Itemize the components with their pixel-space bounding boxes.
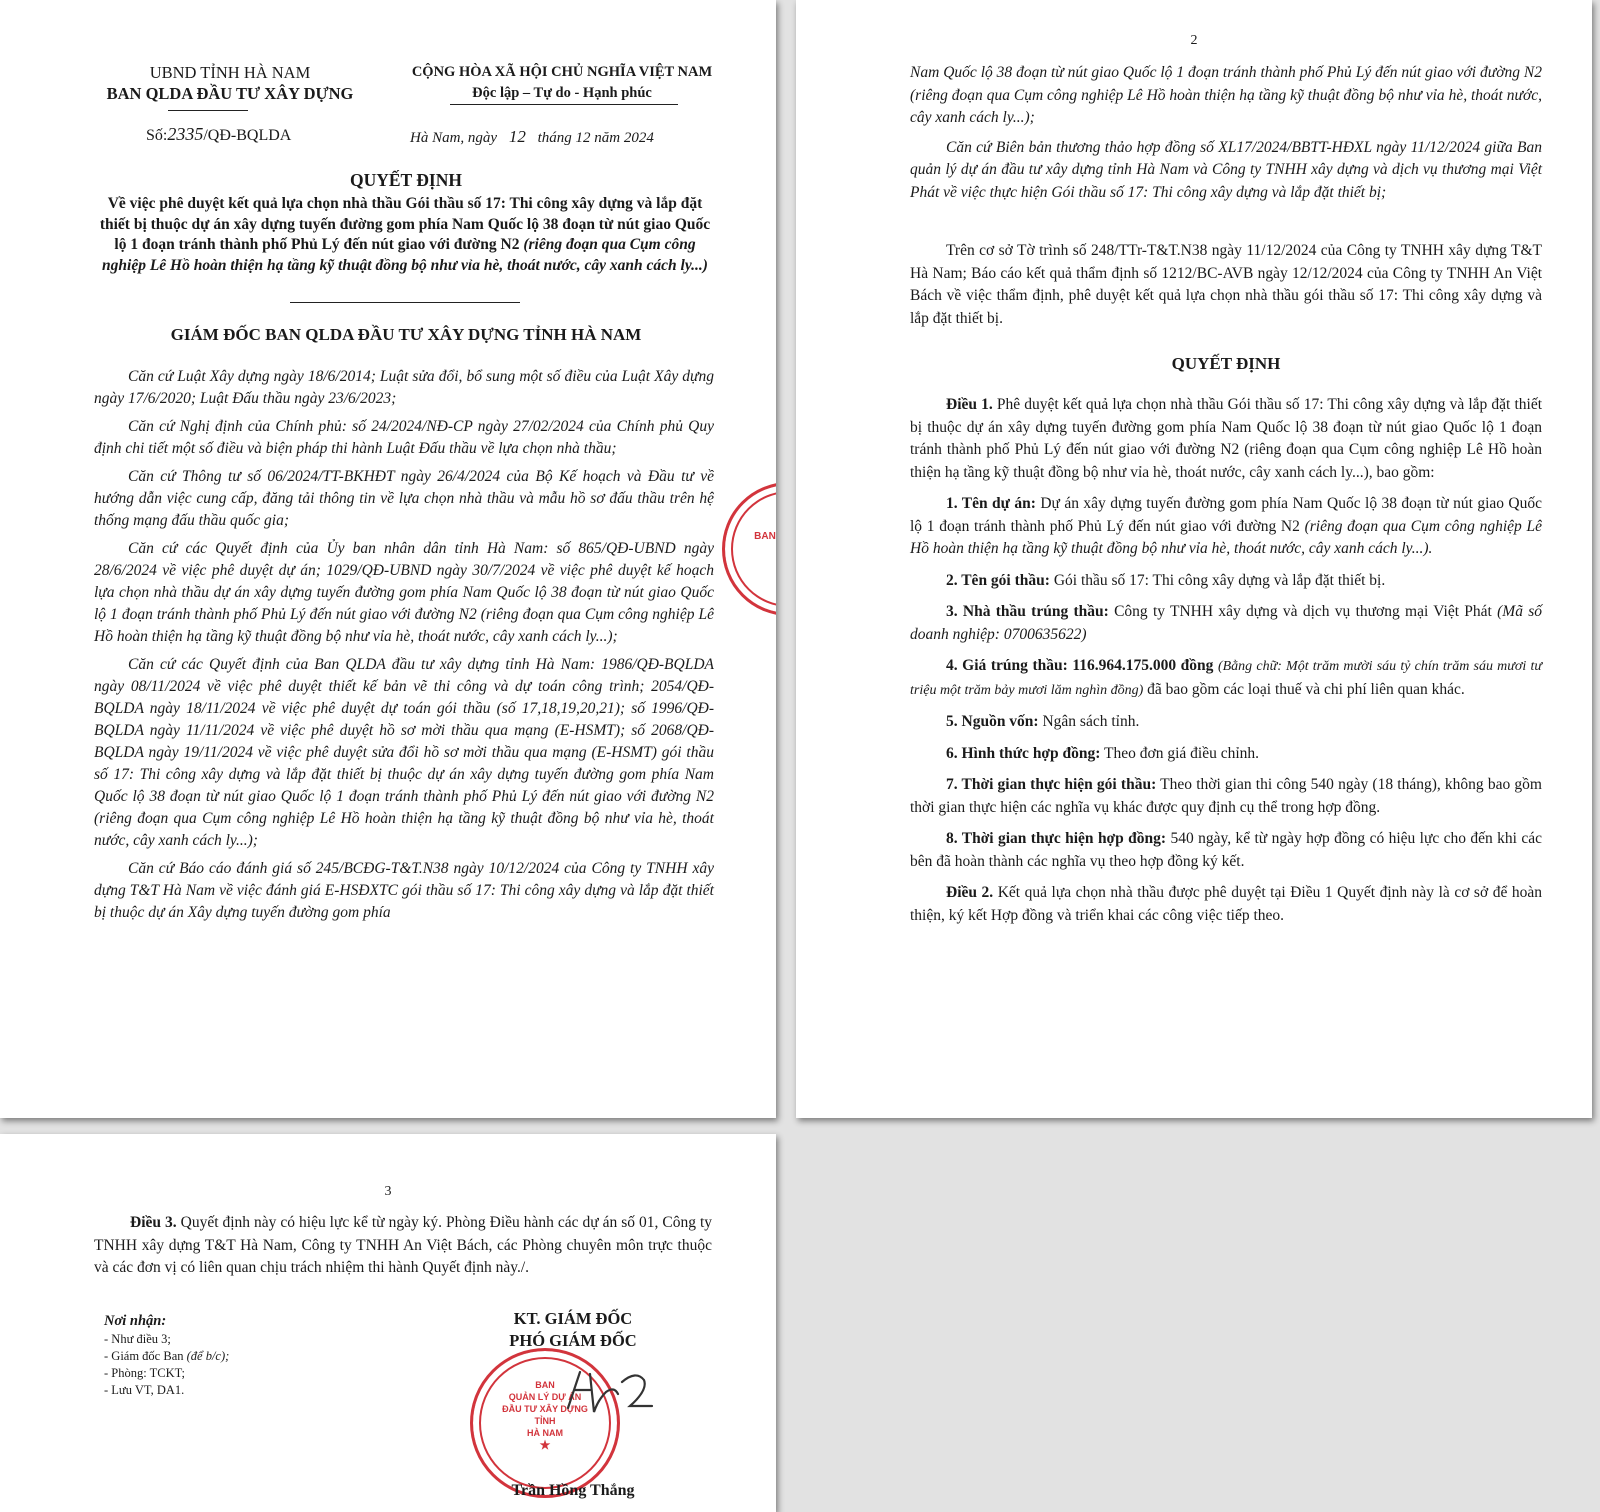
subject-underline [290,302,520,303]
basis-report: Trên cơ sở Tờ trình số 248/TTr-T&T.N38 ngày 11/12/2024 của Công ty TNHH xây dựng T&T Hà Nam; Báo cáo kết quả thẩm định số 1212/BC-AVB ngày 12/12/2024 của Công ty TNHH An Việt Bách về việc thẩm định, phê duyệt kết quả lựa chọn nhà thầu gói thầu số 17: Thi công xây dựng và lắp đặt thiết bị. [910,242,1542,327]
number-handwritten: 2335 [167,124,204,144]
basis-item: Căn cứ Nghị định của Chính phủ: số 24/2024/NĐ-CP ngày 27/02/2024 của Chính phủ Quy định chi tiết một số điều và biện pháp thi hành Luật Đấu thầu về lựa chọn nhà thầu; [94,418,714,457]
date-day: 12 [508,127,526,146]
date-suffix: tháng 12 năm 2024 [537,130,654,146]
seal-text: BAN QUẢN LÝ DỰ ÁN ĐẦU TƯ XÂY DỰNG TỈNH HÀ NAM ★ [502,1380,588,1452]
sign-line-2: PHÓ GIÁM ĐỐC [509,1331,637,1350]
article-3-block [94,1212,712,1280]
basis-item: Căn cứ Luật Xây dựng ngày 18/6/2014; Luật sửa đổi, bổ sung một số điều của Luật Xây dựng ngày 17/6/2020; Luật Đấu thầu ngày 23/6/2023; [94,368,714,407]
subject-note: (riêng đoạn qua Cụm công nghiệp Lê Hồ hoàn thiện hạ tầng kỹ thuật đồng bộ như vỉa hè, thoát nước, cây xanh cách ly...) [102,236,708,274]
article-3-text: Quyết định này có hiệu lực kể từ ngày ký. Phòng Điều hành các dự án số 01, Công ty TNHH xây dựng T&T Hà Nam, Công ty TNHH An Việt Bách, các Phòng chuyên môn trực thuộc và các đơn vị có liên quan chịu trách nhiệm thi hành Quyết định này./. [94,1214,713,1276]
date-prefix: Hà Nam, ngày [410,130,498,146]
issuer-header [80,62,380,104]
legal-bases [94,366,714,924]
item-package-duration: 7. Thời gian thực hiện gói thầu: Theo thời gian thi công 540 ngày (18 tháng), không bao gồm thời gian thực hiện các nghĩa vụ khác được quy định cụ thể trong hợp đồng. [910,776,1542,816]
decision-subject [92,194,718,276]
article-3-label: Điều 3. [130,1214,177,1231]
subject-text: Về việc phê duyệt kết quả lựa chọn nhà thầu Gói thầu số 17: Thi công xây dựng và lắp đặt thiết bị thuộc dự án xây dựng tuyến đường gom phía Nam Quốc lộ 38 đoạn từ nút giao Quốc lộ 1 đoạn tránh thành phố Phủ Lý đến nút giao với đường N2 [99,195,711,253]
sign-line-1: KT. GIÁM ĐỐC [513,1309,633,1328]
decision-title: QUYẾT ĐỊNH [350,170,462,190]
item-package-name: 2. Tên gói thầu: Gói thầu số 17: Thi công xây dựng và lắp đặt thiết bị. [946,571,1386,589]
number-suffix: /QĐ-BQLDA [203,127,292,144]
issuer-name: BAN QLDA ĐẦU TƯ XÂY DỰNG [106,84,354,103]
page-number: 2 [1190,33,1198,48]
recipient-item: - Phòng: TCKT; [104,1366,186,1380]
decision-heading: QUYẾT ĐỊNH [1171,354,1281,373]
seal-text: BAN [754,531,776,542]
recipients-title: Nơi nhận: [104,1313,167,1329]
basis-item: Căn cứ các Quyết định của Ban QLDA đầu tư xây dựng tỉnh Hà Nam: 1986/QĐ-BQLDA ngày 08/11/2024 về việc phê duyệt thiết kế bản vẽ thi công và dự toán công trình; 2054/QĐ-BQLDA ngày 18/11/2024 về việc phê duyệt dự toán gói thầu (số 17,18,19,20,21); số 1996/QĐ-BQLDA ngày 11/11/2024 về việc phê duyệt hồ sơ mời thầu qua mạng (E-HSMT); số 2068/QĐ-BQLDA ngày 19/11/2024 về việc phê duyệt sửa đổi hồ sơ mời thầu qua mạng (E-HSMT) gói thầu số 17: Thi công xây dựng và lắp đặt thiết bị thuộc dự án xây dựng tuyến đường gom phía Nam Quốc lộ 38 đoạn từ nút giao Quốc lộ 1 đoạn tránh thành phố Phủ Lý đến nút giao với đường N2 (riêng đoạn qua Cụm công nghiệp Lê Hồ hoàn thiện hạ tầng kỹ thuật đồng bộ như vỉa hè, thoát nước, cây xanh cách ly...); [94,656,714,849]
decision-number [146,124,291,145]
recipient-item: - Như điều 3; [104,1332,171,1346]
document-page-1 [0,0,776,1118]
article-1-text: Phê duyệt kết quả lựa chọn nhà thầu Gói thầu số 17: Thi công xây dựng và lắp đặt thiết bị thuộc dự án xây dựng tuyến đường gom phía Nam Quốc lộ 38 đoạn từ nút giao Quốc lộ 1 đoạn tránh thành phố Phủ Lý đến nút giao với đường N2 (riêng đoạn qua Cụm công nghiệp Lê Hồ hoàn thiện hạ tầng kỹ thuật đồng bộ như vỉa hè, thoát nước, cây xanh cách ly...), bao gồm: [910,396,1542,481]
number-prefix: Số: [146,127,168,144]
issuer-underline [168,110,248,111]
basis-item: Căn cứ các Quyết định của Ủy ban nhân dân tỉnh Hà Nam: số 865/QĐ-UBND ngày 28/6/2024 về việc phê duyệt dự án; 1029/QĐ-UBND ngày 30/7/2024 về việc phê duyệt kế hoạch lựa chọn nhà thầu dự án xây dựng tuyến đường gom phía Nam Quốc lộ 38 đoạn từ nút giao Quốc lộ 1 đoạn tránh thành phố Phủ Lý đến nút giao với đường N2 (riêng đoạn qua Cụm công nghiệp Lê Hồ hoàn thiện hạ tầng kỹ thuật đồng bộ như vỉa hè, thoát nước, cây xanh cách ly...); [94,540,714,645]
decision-date [410,127,654,147]
article-1 [910,394,1542,484]
continuation-text [910,62,1542,204]
document-page-2 [796,0,1592,1118]
basis-minutes: Căn cứ Biên bản thương thảo hợp đồng số XL17/2024/BBTT-HĐXL ngày 11/12/2024 giữa Ban quản lý dự án đầu tư xây dựng tỉnh Hà Nam và Công ty TNHH xây dựng và dịch vụ thương mại Việt Phát về việc thực hiện Gói thầu số 17: Thi công xây dựng và lắp đặt thiết bị; [910,138,1542,201]
document-page-3 [0,1134,776,1512]
recipients-block [104,1312,334,1399]
nation-name: CỘNG HÒA XÃ HỘI CHỦ NGHĨA VIỆT NAM [411,64,713,80]
article-2: Điều 2. Kết quả lựa chọn nhà thầu được phê duyệt tại Điều 1 Quyết định này là cơ sở để hoàn thiện, ký kết Hợp đồng và triển khai các công việc tiếp theo. [910,884,1543,924]
item-project-name: 1. Tên dự án: Dự án xây dựng tuyến đường gom phía Nam Quốc lộ 38 đoạn từ nút giao Quốc lộ 1 đoạn tránh thành phố Phủ Lý đến nút giao với đường N2 (riêng đoạn qua Cụm công nghiệp Lê Hồ hoàn thiện hạ tầng kỹ thuật đồng bộ như vỉa hè, thoát nước, cây xanh cách ly...). [910,495,1542,557]
nation-motto: Độc lập – Tự do - Hạnh phúc [472,85,652,101]
authority-heading: GIÁM ĐỐC BAN QLDA ĐẦU TƯ XÂY DỰNG TỈNH HÀ NAM [170,325,642,344]
issuer-province: UBND TỈNH HÀ NAM [149,63,311,82]
item-contract-type: 6. Hình thức hợp đồng: Theo đơn giá điều chỉnh. [946,744,1260,762]
basis-report-block [910,240,1542,330]
item-contract-duration: 8. Thời gian thực hiện hợp đồng: 540 ngày, kể từ ngày hợp đồng có hiệu lực cho đến khi các bên đã hoàn thành các nghĩa vụ theo hợp đồng ký kết. [910,830,1542,870]
item-funding-source: 5. Nguồn vốn: Ngân sách tỉnh. [946,713,1140,730]
basis-continuation: Nam Quốc lộ 38 đoạn từ nút giao Quốc lộ 1 đoạn tránh thành phố Phủ Lý đến nút giao với đường N2 (riêng đoạn qua Cụm công nghiệp Lê Hồ hoàn thiện hạ tầng kỹ thuật đồng bộ như vỉa hè, thoát nước, cây xanh cách ly...); [910,64,1542,126]
motto-underline [450,104,678,105]
official-seal-partial [722,482,776,616]
articles-block [910,394,1542,927]
basis-item: Căn cứ Thông tư số 06/2024/TT-BKHĐT ngày 26/4/2024 của Bộ Kế hoạch và Đầu tư về hướng dẫn việc cung cấp, đăng tải thông tin về lựa chọn nhà thầu và mẫu hồ sơ đấu thầu trên hệ thống mạng đấu thầu quốc gia; [94,468,714,529]
article-1-label: Điều 1. [946,396,993,413]
basis-item: Căn cứ Báo cáo đánh giá số 245/BCĐG-T&T.N38 ngày 10/12/2024 của Công ty TNHH xây dựng T&T Hà Nam về việc đánh giá E-HSĐXTC gói thầu số 17: Thi công xây dựng và lắp đặt thiết bị thuộc dự án Xây dựng tuyến đường gom phía [94,860,714,921]
item-winning-contractor: 3. Nhà thầu trúng thầu: Công ty TNHH xây dựng và dịch vụ thương mại Việt Phát (Mã số doanh nghiệp: 0700635622) [910,603,1543,643]
page-number: 3 [384,1184,392,1199]
article-3 [94,1212,712,1280]
signer-name: Trần Hồng Thắng [511,1482,635,1499]
item-winning-price: 4. Giá trúng thầu: 116.964.175.000 đồng (Bằng chữ: Một trăm mười sáu tỷ chín trăm sáu mươi tư triệu một trăm bảy mươi lăm nghìn đồng) đã bao gồm các loại thuế và chi phí liên quan khác. [910,657,1542,698]
handwritten-signature [560,1360,660,1420]
nation-header [392,62,732,104]
recipient-item: - Lưu VT, DA1. [104,1383,185,1397]
signature-title [448,1308,698,1352]
recipient-item: - Giám đốc Ban (để b/c); [104,1349,230,1363]
